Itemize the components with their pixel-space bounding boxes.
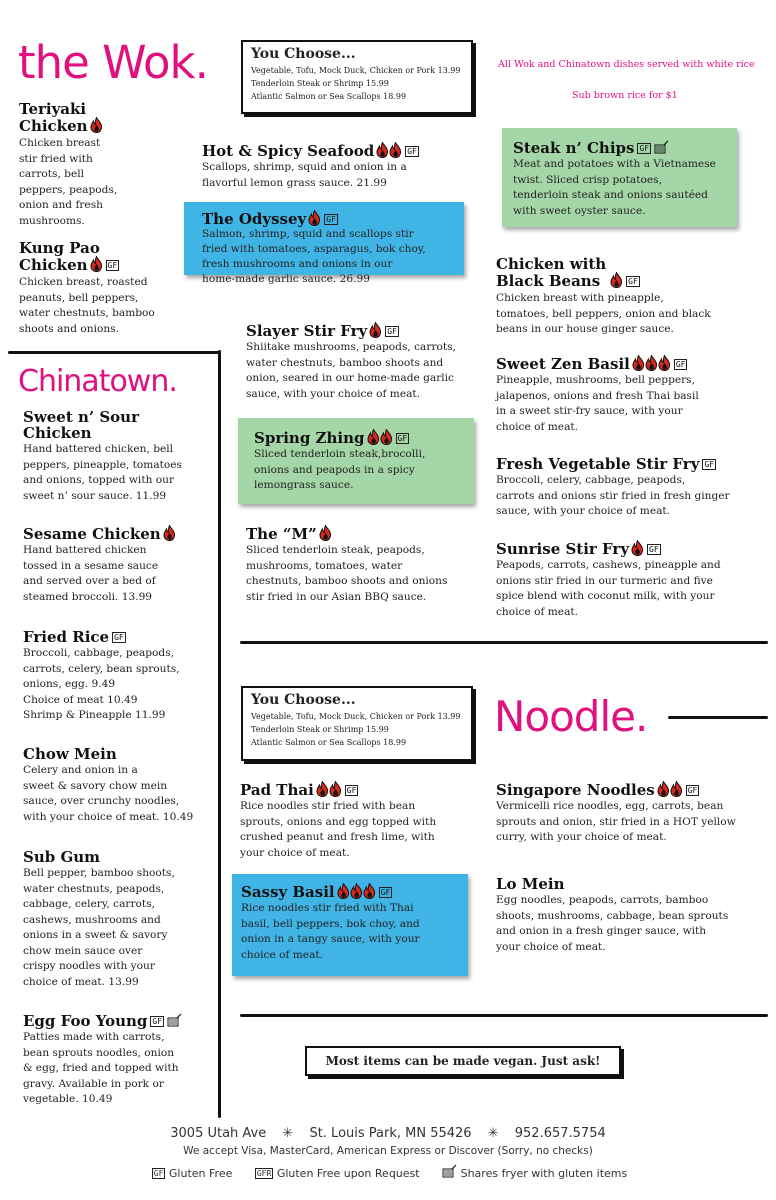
item-desc-line: and served over a bed of [23, 575, 156, 587]
you-choose-line: Atlantic Salmon or Sea Scallops 18.99 [251, 92, 407, 101]
item-desc-line: peppers, pineapple, tomatoes [23, 458, 182, 471]
divider-noodle-bottom [240, 1014, 768, 1017]
menu-item-fresh-vegetable-stir-fry [496, 456, 771, 520]
item-desc-line: your choice of meat. [240, 846, 350, 859]
item-name: Sunrise Stir Fry GF [496, 540, 659, 558]
item-desc-line: Broccoli, celery, cabbage, peapods, [496, 474, 686, 486]
item-desc-line: chow mein sauce over [23, 944, 143, 957]
item-desc-line: sauce, with your choice of meat. [496, 505, 671, 517]
flame-icon [631, 540, 644, 556]
wok-section-title: the Wok. [18, 36, 208, 89]
item-desc-line: water chestnuts, bamboo shoots and [246, 356, 444, 369]
item-name: Lo Mein [496, 875, 565, 893]
footer-payment: We accept Visa, MasterCard, American Express or Discover (Sorry, no checks) [183, 1145, 593, 1157]
item-desc-line: sauce, with your choice of meat. [246, 387, 421, 400]
gluten-free-badge: GF [628, 277, 638, 286]
flame-icon [319, 525, 332, 541]
gluten-free-badge: GF [380, 888, 391, 897]
flame-icon [90, 256, 103, 272]
item-desc-line: spice blend with coconut milk, with your [496, 590, 715, 602]
item-desc-line: Salmon, shrimp, squid and scallops stir [202, 228, 414, 240]
gluten-free-badge: GF [687, 786, 698, 795]
item-name: Black Beans GF [496, 272, 638, 290]
item-desc-line: basil, bell peppers, bok choy, and [241, 917, 420, 930]
item-desc-line: sweet n’ sour sauce. 11.99 [23, 489, 167, 502]
item-desc-line: cabbage, celery, carrots, [23, 898, 155, 910]
vegan-note: Most items can be made vegan. Just ask! [305, 1046, 621, 1076]
flame-icon [380, 429, 393, 445]
you-choose-line: Tenderloin Steak or Shrimp 15.99 [251, 79, 389, 88]
item-desc-line: mushrooms, tomatoes, water [246, 559, 403, 572]
footer-address: 3005 Utah Ave [170, 1126, 267, 1141]
gluten-free-badge: GF [639, 144, 650, 153]
item-name: Chicken with [496, 255, 607, 273]
gluten-free-badge: GF [107, 261, 118, 270]
menu-item-sub-gum [23, 849, 213, 990]
flame-icon [389, 142, 402, 158]
you-choose-line: Vegetable, Tofu, Mock Duck, Chicken or Pork 13.99 [251, 712, 461, 721]
legend-gfr-label: Gluten Free upon Request [276, 1167, 420, 1180]
gluten-free-badge: GF [704, 460, 715, 469]
item-desc-line: Bell pepper, bamboo shoots, [23, 867, 175, 879]
fryer-icon [167, 1013, 182, 1027]
item-desc-line: choice of meat. [496, 605, 579, 618]
item-name: Sub Gum [23, 848, 101, 866]
item-desc-line: fried with tomatoes, asparagus, bok choy, [202, 243, 426, 255]
item-desc-line: carrots, celery, bean sprouts, [23, 662, 180, 675]
menu-item-spring-zhing [238, 418, 474, 504]
fryer-icon [654, 140, 669, 154]
item-desc-line: sprouts, onions and egg topped with [240, 815, 437, 828]
item-desc-line: tomatoes, bell peppers, onion and black [496, 307, 711, 320]
menu-item-sassy-basil [232, 874, 468, 976]
you-choose-box-wok [241, 40, 473, 114]
item-name: The Odyssey GF [202, 210, 336, 228]
item-desc-line: cashews, mushrooms and [23, 913, 161, 926]
flame-icon [658, 355, 671, 371]
menu-item-teriyaki-chicken [19, 101, 199, 229]
menu-item-lo-mein [496, 876, 771, 955]
item-desc-line: lemongrass sauce. [254, 479, 354, 491]
item-name: Kung Pao [19, 239, 100, 257]
you-choose-heading: You Choose... [251, 692, 356, 708]
item-desc-line: beans in our house ginger sauce. [496, 323, 674, 335]
item-name: Chicken [23, 424, 92, 442]
menu-item-sweet-zen-basil [496, 355, 766, 435]
item-desc-line: Celery and onion in a [23, 764, 138, 776]
menu-item-chow-mein [23, 746, 213, 825]
menu-item-hot-spicy-seafood [202, 142, 482, 191]
item-desc-line: Shiitake mushrooms, peapods, carrots, [246, 341, 456, 353]
item-desc-line: Shrimp & Pineapple 11.99 [23, 709, 166, 721]
chinatown-section-title: Chinatown. [18, 364, 177, 399]
item-name: Pad Thai GF [240, 781, 357, 799]
item-desc-line: Egg noodles, peapods, carrots, bamboo [496, 894, 709, 906]
item-desc-line: bean sprouts noodles, onion [23, 1046, 175, 1059]
menu-item-egg-foo-young [23, 1013, 218, 1108]
footer-separator: ✳ [282, 1126, 294, 1141]
you-choose-line: Vegetable, Tofu, Mock Duck, Chicken or Pork 13.99 [251, 66, 461, 75]
item-desc-line: Chicken breast [19, 137, 101, 149]
item-name: Egg Foo Young GF [23, 1013, 218, 1029]
item-desc-line: and onions, topped with our [23, 474, 175, 486]
item-desc-line: sweet & savory chow mein [23, 779, 168, 792]
item-desc-line: carrots and onions stir fried in fresh ginger [496, 489, 730, 502]
item-desc-line: onions in a sweet & savory [23, 929, 168, 941]
item-name: Slayer Stir Fry GF [246, 322, 397, 340]
divider-noodle-top [240, 641, 768, 644]
legend-gf-badge: GF [153, 1169, 164, 1178]
item-desc-line: with your choice of meat. 10.49 [23, 810, 194, 823]
item-desc-line: tenderloin steak and onions sautéed [513, 189, 708, 201]
gluten-free-badge: GF [387, 327, 397, 336]
flame-icon [632, 355, 645, 371]
item-desc-line: sprouts and onion, stir fried in a HOT yellow [496, 815, 736, 828]
you-choose-heading: You Choose... [251, 46, 356, 62]
item-desc-line: onion and fresh [19, 199, 103, 211]
item-name: Teriyaki [19, 100, 87, 118]
gluten-free-badge: GF [649, 545, 659, 554]
item-desc-line: onions and peapods in a spicy [254, 463, 415, 476]
item-desc-line: crispy noodles with your [23, 960, 155, 972]
item-desc-line: Hand battered chicken [23, 544, 147, 556]
menu-item-kung-pao-chicken [19, 240, 199, 337]
menu-item-steak-n-chips [502, 128, 737, 227]
item-desc-line: water chestnuts, bamboo [19, 307, 155, 319]
flame-icon [308, 210, 321, 226]
menu-item-sweet-sour-chicken [23, 409, 213, 504]
rice-note: All Wok and Chinatown dishes served with white rice [498, 59, 755, 70]
item-desc-line: vegetable. 10.49 [23, 1093, 113, 1105]
item-desc-line: peanuts, bell peppers, [19, 291, 139, 304]
item-name: Fresh Vegetable Stir Fry GF [496, 455, 715, 473]
menu-item-sesame-chicken [23, 525, 213, 605]
legend-gfr-badge: GFR [256, 1169, 272, 1178]
flame-icon [376, 142, 389, 158]
menu-item-singapore-noodles [496, 781, 771, 846]
legend-fryer-label: Shares fryer with gluten items [460, 1167, 628, 1180]
gluten-free-badge: GF [346, 786, 357, 795]
menu-item-sunrise-stir-fry [496, 540, 771, 620]
item-desc-line: Sliced tenderloin steak,brocolli, [254, 448, 426, 460]
item-desc-line: peppers, peapods, [19, 183, 118, 196]
item-desc-line: Patties made with carrots, [23, 1031, 165, 1043]
legend-gf-label: Gluten Free [168, 1167, 233, 1180]
item-desc-line: Chicken breast, roasted [19, 276, 148, 288]
item-name: Hot & Spicy Seafood GF [202, 142, 417, 160]
gluten-free-badge: GF [397, 434, 408, 443]
footer-phone: 952.657.5754 [514, 1126, 606, 1141]
item-desc-line: twist. Sliced crisp potatoes, [513, 173, 662, 186]
gluten-free-badge: GF [326, 215, 336, 224]
menu-item-pad-thai [240, 781, 480, 861]
item-desc-line: and onion in a fresh ginger sauce, with [496, 925, 707, 937]
item-desc-line: Choice of meat 10.49 [23, 693, 138, 706]
brown-rice-note: Sub brown rice for $1 [572, 90, 678, 101]
flame-icon [316, 781, 329, 797]
item-desc-line: Hand battered chicken, bell [23, 443, 174, 455]
flame-icon [657, 781, 670, 797]
item-desc-line: mushrooms. [19, 214, 85, 227]
item-desc-line: Meat and potatoes with a Vietnamese [513, 158, 716, 170]
item-desc-line: curry, with your choice of meat. [496, 831, 667, 843]
menu-item-slayer-stir-fry [246, 322, 486, 402]
footer-separator: ✳ [487, 1126, 499, 1141]
footer-contact [0, 1126, 776, 1142]
gluten-free-badge: GF [675, 360, 686, 369]
item-desc-line: choice of meat. [496, 420, 579, 433]
item-name: Chow Mein [23, 745, 117, 763]
item-name: Chicken [19, 117, 199, 134]
item-desc-line: choice of meat. 13.99 [23, 975, 139, 988]
flame-icon [337, 883, 350, 899]
flame-icon [367, 429, 380, 445]
item-desc-line: gravy. Available in pork or [23, 1077, 164, 1090]
flame-icon [90, 117, 103, 133]
flame-icon [163, 525, 176, 541]
flame-icon [350, 883, 363, 899]
menu-item-the-m [246, 525, 486, 605]
item-desc-line: chestnuts, bamboo shoots and onions [246, 575, 448, 587]
divider-vertical [218, 350, 221, 1118]
gluten-free-badge: GF [407, 147, 417, 156]
item-name: Spring Zhing GF [254, 429, 408, 447]
menu-item-fried-rice [23, 629, 213, 724]
item-desc-line: your choice of meat. [496, 940, 606, 953]
item-desc-line: Rice noodles stir fried with bean [240, 800, 416, 812]
item-desc-line: & egg, fried and topped with [23, 1062, 179, 1074]
flame-icon [670, 781, 683, 797]
item-desc-line: with sweet oyster sauce. [513, 204, 646, 217]
flame-icon [329, 781, 342, 797]
item-desc-line: flavorful lemon grass sauce. 21.99 [202, 176, 387, 189]
item-desc-line: home-made garlic sauce. 26.99 [202, 273, 370, 285]
menu-item-the-odyssey [184, 202, 464, 285]
item-desc-line: carrots, bell [19, 168, 85, 180]
item-desc-line: shoots, mushrooms, cabbage, bean sprouts [496, 909, 729, 922]
you-choose-line: Atlantic Salmon or Sea Scallops 18.99 [251, 738, 407, 747]
item-desc-line: Pineapple, mushrooms, bell peppers, [496, 374, 695, 386]
item-desc-line: Broccoli, cabbage, peapods, [23, 647, 175, 659]
item-desc-line: onion in a tangy sauce, with your [241, 933, 420, 945]
item-name: Chicken GF [19, 256, 118, 274]
item-desc-line: stir fried in our Asian BBQ sauce. [246, 590, 427, 603]
flame-icon [363, 883, 376, 899]
item-desc-line: Rice noodles stir fried with Thai [241, 902, 414, 914]
item-desc-line: sauce, over crunchy noodles, [23, 795, 180, 807]
item-desc-line: shoots and onions. [19, 322, 119, 335]
divider-chinatown-top [8, 351, 221, 354]
item-desc-line: Sliced tenderloin steak, peapods, [246, 544, 425, 556]
item-desc-line: water chestnuts, peapods, [23, 882, 165, 895]
item-desc-line: tossed in a sesame sauce [23, 559, 159, 572]
item-name: Sweet Zen Basil GF [496, 355, 686, 373]
item-desc-line: in a sweet stir-fry sauce, with your [496, 405, 683, 417]
gluten-free-badge: GF [114, 633, 124, 642]
item-desc-line: onions stir fried in our turmeric and five [496, 574, 713, 587]
item-desc-line: Vermicelli rice noodles, egg, carrots, bean [496, 800, 724, 812]
item-desc-line: Peapods, carrots, cashews, pineapple and [496, 559, 721, 571]
item-name: The “M” [246, 525, 486, 542]
you-choose-box-noodle [241, 686, 473, 761]
item-desc-line: jalapenos, onions and fresh Thai basil [496, 389, 699, 402]
item-name: Fried Rice GF [23, 628, 124, 646]
flame-icon [645, 355, 658, 371]
item-name: Sassy Basil GF [241, 883, 391, 901]
divider-noodle-title [668, 716, 768, 719]
item-name: Sweet n’ Sour [23, 408, 139, 426]
item-name: Singapore Noodles GF [496, 781, 698, 799]
noodle-section-title: Noodle. [494, 692, 648, 741]
item-desc-line: fresh mushrooms and onions in our [202, 258, 393, 270]
legend [0, 1164, 776, 1181]
flame-icon [369, 322, 382, 338]
item-desc-line: onion, seared in our home-made garlic [246, 372, 454, 384]
menu-item-chicken-black-beans [496, 256, 766, 338]
item-desc-line: choice of meat. [241, 948, 324, 961]
item-desc-line: Scallops, shrimp, squid and onion in a [202, 161, 407, 173]
gluten-free-badge: GF [152, 1017, 163, 1026]
item-desc-line: crushed peanut and fresh lime, with [240, 831, 435, 843]
item-desc-line: Chicken breast with pineapple, [496, 292, 664, 304]
item-desc-line: stir fried with [19, 152, 93, 165]
fryer-icon [442, 1164, 457, 1178]
item-name: Sesame Chicken [23, 525, 213, 542]
item-desc-line: onions, egg. 9.49 [23, 678, 116, 690]
item-name: Steak n’ Chips GF [513, 140, 737, 156]
footer-city: St. Louis Park, MN 55426 [309, 1126, 472, 1141]
item-desc-line: steamed broccoli. 13.99 [23, 590, 153, 603]
you-choose-line: Tenderloin Steak or Shrimp 15.99 [251, 725, 389, 734]
flame-icon [610, 272, 623, 288]
